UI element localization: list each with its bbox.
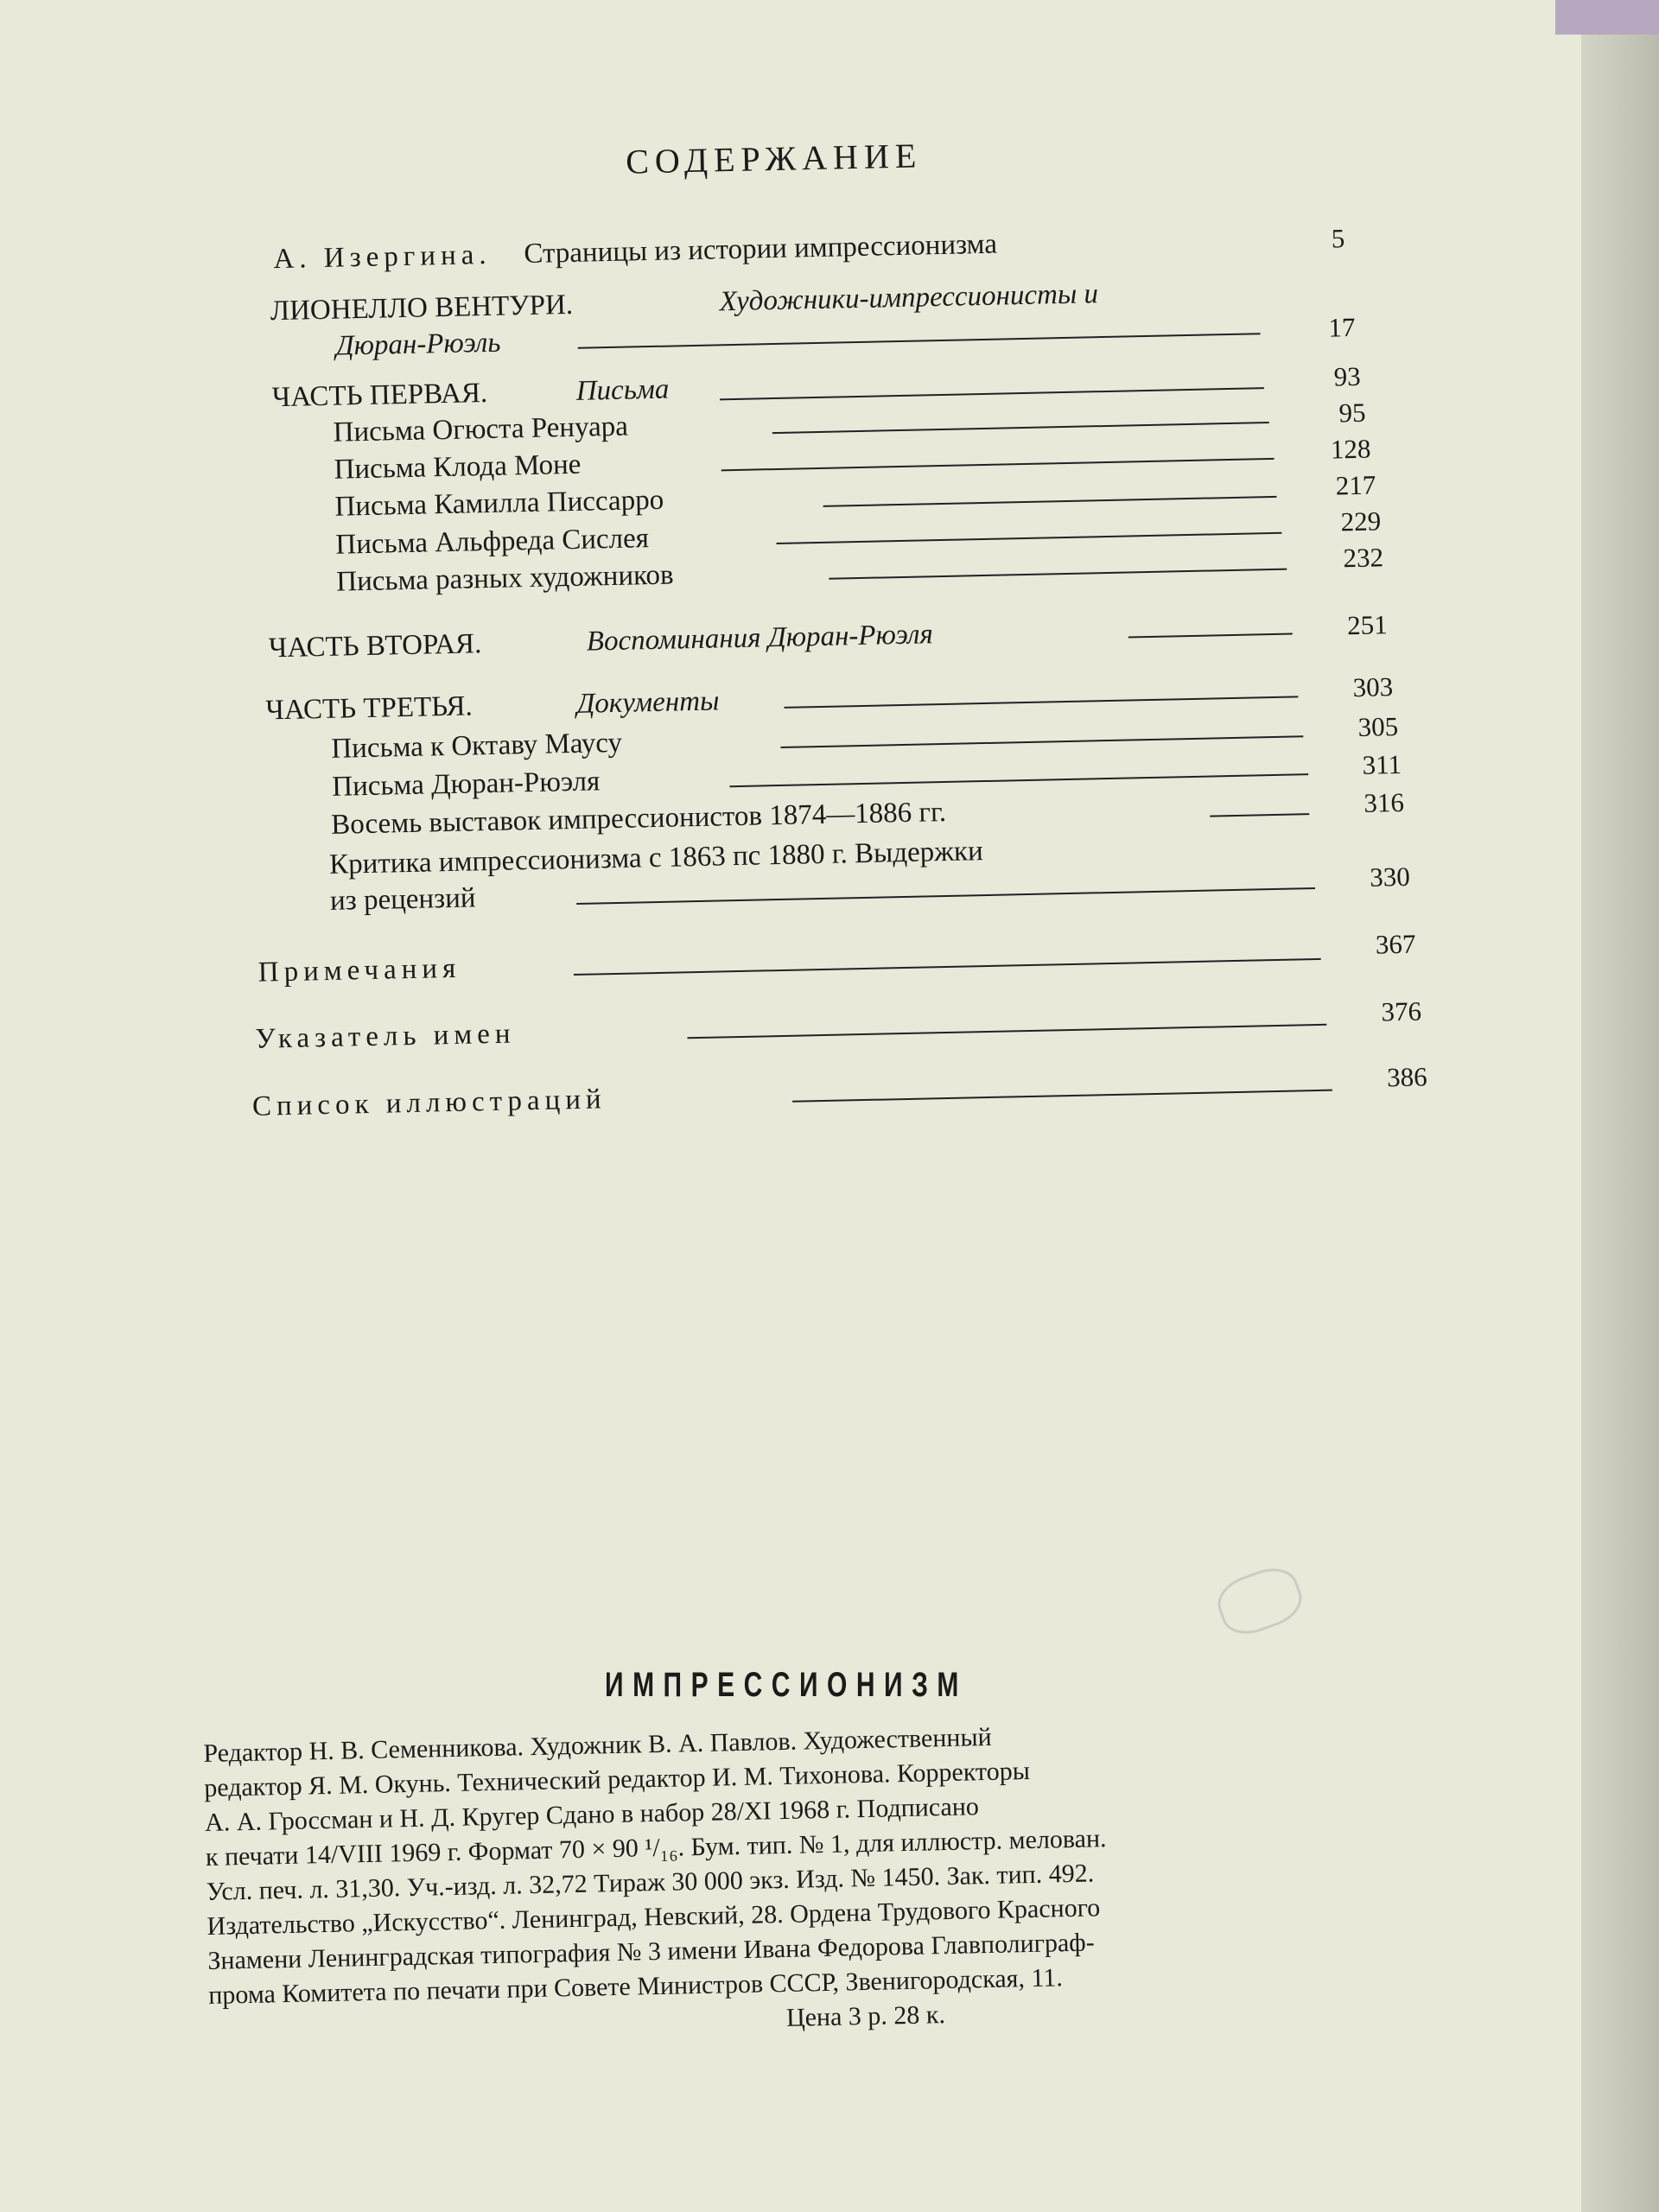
leader-line [729,773,1308,787]
imprint-line: к печати 14/VIII 1969 г. Формат 70 × 90 ¹/₁₆. Бум. тип. № 1, для иллюстр. мелован. [205,1824,1107,1872]
toc-entry-title: Воспоминания Дюран-Рюэля [586,619,934,658]
leader-line [720,387,1264,400]
toc-entry-author: А. Изергина. [273,238,492,276]
imprint-line: Издательство „Искусство“. Ленинград, Невский, 28. Ордена Трудового Красного [207,1893,1101,1941]
leader-line [772,422,1269,434]
leader-line [578,333,1261,349]
leader-line [576,887,1315,905]
toc-entry-part: ЧАСТЬ ПЕРВАЯ. [271,377,488,414]
toc-entry-page: 316 [1363,786,1405,818]
toc-entry-part: ЧАСТЬ ВТОРАЯ. [268,628,482,664]
toc-entry-title: Страницы из истории импрессионизма [524,228,998,270]
leader-line [1128,633,1293,639]
leader-line [792,1090,1332,1103]
leader-line [776,532,1281,544]
toc-entry-page: 303 [1352,671,1394,703]
toc-entry-page: 95 [1338,397,1366,429]
page-edge [1581,0,1659,2212]
toc-entry-title: Указатель имен [255,1018,516,1055]
toc-entry-page: 93 [1333,360,1361,392]
toc-subentry-title: Письма Клода Моне [334,448,582,486]
toc-entry-title: Документы [575,685,720,720]
toc-entry-page: 128 [1330,433,1371,465]
faint-pencil-mark [1211,1560,1309,1643]
toc-entry-author: ЛИОНЕЛЛО ВЕНТУРИ. [270,289,574,327]
leader-line [574,958,1321,976]
imprint-line: редактор Я. М. Окунь. Технический редактор И. М. Тихонова. Корректоры [203,1756,1031,1802]
toc-entry-page: 376 [1381,995,1422,1027]
leader-line [721,458,1274,471]
imprint-line: Усл. печ. л. 31,30. Уч.-изд. л. 32,72 Тираж 30 000 экз. Изд. № 1450. Зак. тип. 492. [206,1859,1095,1906]
toc-subentry-title: Письма разных художников [335,559,674,598]
toc-heading: СОДЕРЖАНИЕ [625,136,923,181]
toc-entry-page: 251 [1346,609,1388,641]
imprint-line: прома Комитета по печати при Совете Министров СССР, Звенигородская, 11. [207,1963,1064,2010]
toc-entry-page: 311 [1362,748,1402,780]
leader-line [687,1024,1326,1039]
toc-subentry-title: Письма Огюста Ренуара [333,410,629,448]
toc-entry-title: Список иллюстраций [251,1084,607,1122]
toc-entry-part: ЧАСТЬ ТРЕТЬЯ. [265,690,474,727]
leader-line [829,569,1287,580]
leader-line [823,496,1277,507]
imprint-line: Редактор Н. В. Семенникова. Художник В. А. Павлов. Художественный [203,1722,992,1768]
toc-entry-page: 330 [1369,861,1411,893]
toc-entry-title: Художники-импрессионисты и [719,278,1099,318]
toc-entry-page: 232 [1343,542,1384,574]
toc-entry-page: 386 [1386,1061,1427,1093]
toc-subentry-title: Письма Камилла Писсарро [334,484,664,523]
toc-subentry-title: Восемь выставок импрессионистов 1874—1886 гг. [330,796,947,841]
imprint-line: Знамени Ленинградская типография № 3 имени Ивана Федорова Главполиграф- [207,1928,1096,1975]
imprint-price: Цена 3 р. 28 к. [785,2000,946,2032]
leader-line [780,735,1303,748]
leader-line [1210,813,1309,817]
toc-entry-page: 17 [1328,311,1356,343]
toc-entry-page: 5 [1331,223,1345,254]
toc-entry-title-cont: Дюран-Рюэль [335,327,501,362]
toc-entry-title: Примечания [257,952,461,988]
leader-line [784,696,1298,708]
corner-shadow [1555,0,1659,35]
toc-entry-page: 305 [1357,710,1399,742]
imprint-line: А. А. Гроссман и Н. Д. Кругер Сдано в набор 28/XI 1968 г. Подписано [204,1792,980,1837]
toc-subentry-title: Письма Альфреда Сислея [335,523,650,561]
imprint-book-title: ИМПРЕССИОНИЗМ [605,1666,968,1704]
toc-subentry-title: Критика импрессионизма с 1863 пс 1880 г. Выдержки [328,836,984,880]
toc-entry-title: Письма [575,373,670,407]
toc-subentry-title-cont: из рецензий [329,882,476,917]
toc-entry-page: 229 [1340,505,1382,537]
toc-subentry-title: Письма Дюран-Рюэля [331,766,601,803]
imprint-block [203,1709,1522,2048]
toc-entry-page: 217 [1335,469,1376,501]
toc-subentry-title: Письма к Октаву Маусу [331,727,623,765]
toc-entry-page: 367 [1375,928,1416,960]
